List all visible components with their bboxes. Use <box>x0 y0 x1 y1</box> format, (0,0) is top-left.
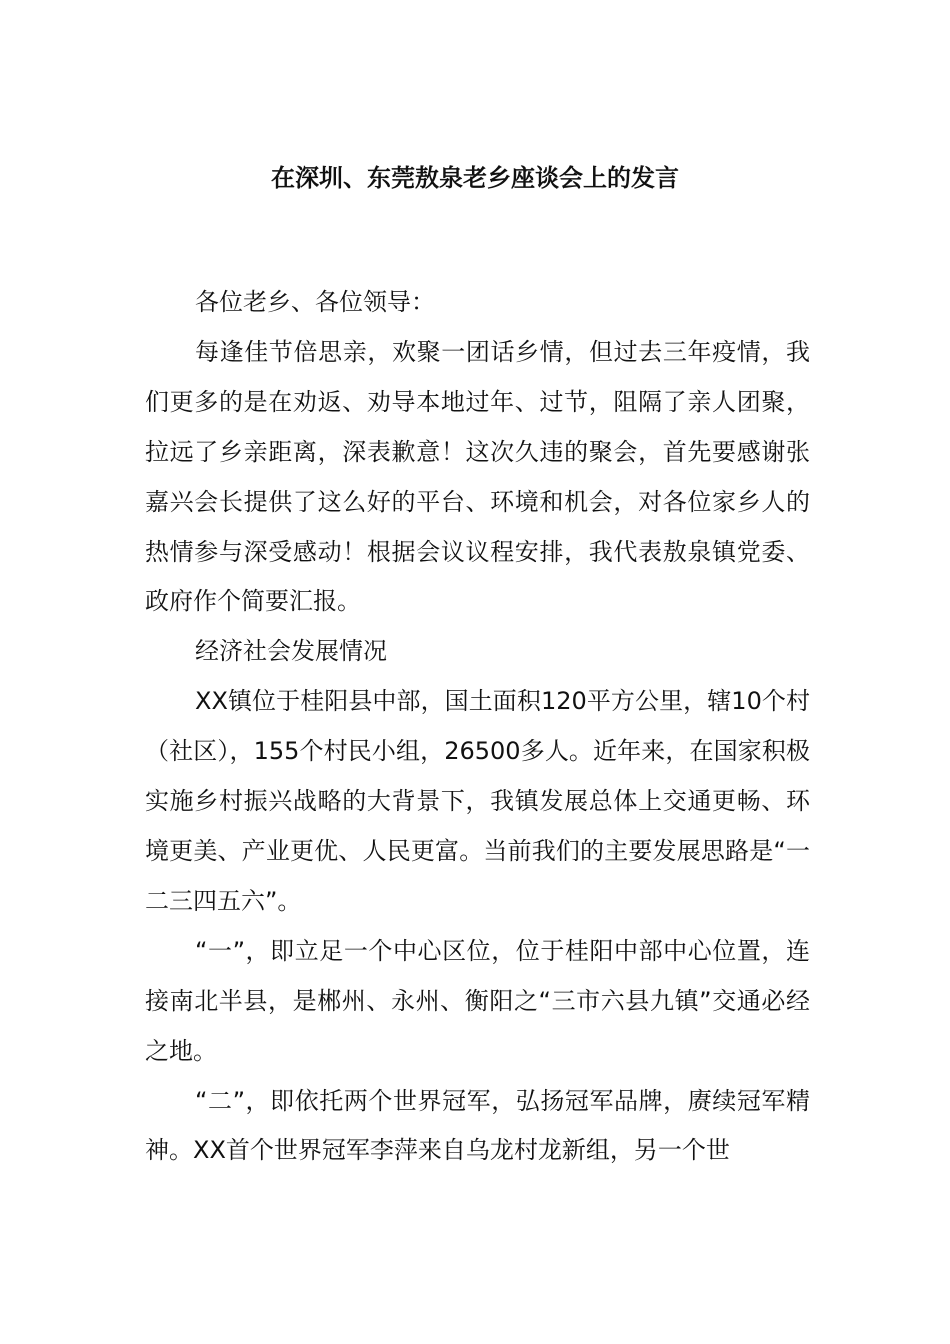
overview-paragraph: XX镇位于桂阳县中部，国土面积120平方公里，辖10个村（社区），155个村民小组，26500多人。近年来，在国家积极实施乡村振兴战略的大背景下，我镇发展总体上交通更畅、环境更美、产业更优、人民更富。当前我们的主要发展思路是“一二三四五六”。 <box>145 687 810 915</box>
document-body <box>145 278 810 1176</box>
document-title: 在深圳、东莞敖泉老乡座谈会上的发言 <box>271 164 679 192</box>
point-one-paragraph: “一”，即立足一个中心区位，位于桂阳中部中心位置，连接南北半县，是郴州、永州、衡阳之“三市六县九镇”交通必经之地。 <box>145 936 810 1065</box>
section-heading: 经济社会发展情况 <box>195 637 387 666</box>
point-two-paragraph: “二”，即依托两个世界冠军，弘扬冠军品牌，赓续冠军精神。XX首个世界冠军李萍来自乌龙村龙新组，另一个世 <box>145 1086 810 1165</box>
opening-paragraph: 每逢佳节倍思亲，欢聚一团话乡情，但过去三年疫情，我们更多的是在劝返、劝导本地过年、过节，阻隔了亲人团聚，拉远了乡亲距离，深表歉意！这次久违的聚会，首先要感谢张嘉兴会长提供了这么好的平台、环境和机会，对各位家乡人的热情参与深受感动！根据会议议程安排，我代表敖泉镇党委、政府作个简要汇报。 <box>145 337 810 616</box>
salutation-paragraph: 各位老乡、各位领导： <box>195 288 435 316</box>
